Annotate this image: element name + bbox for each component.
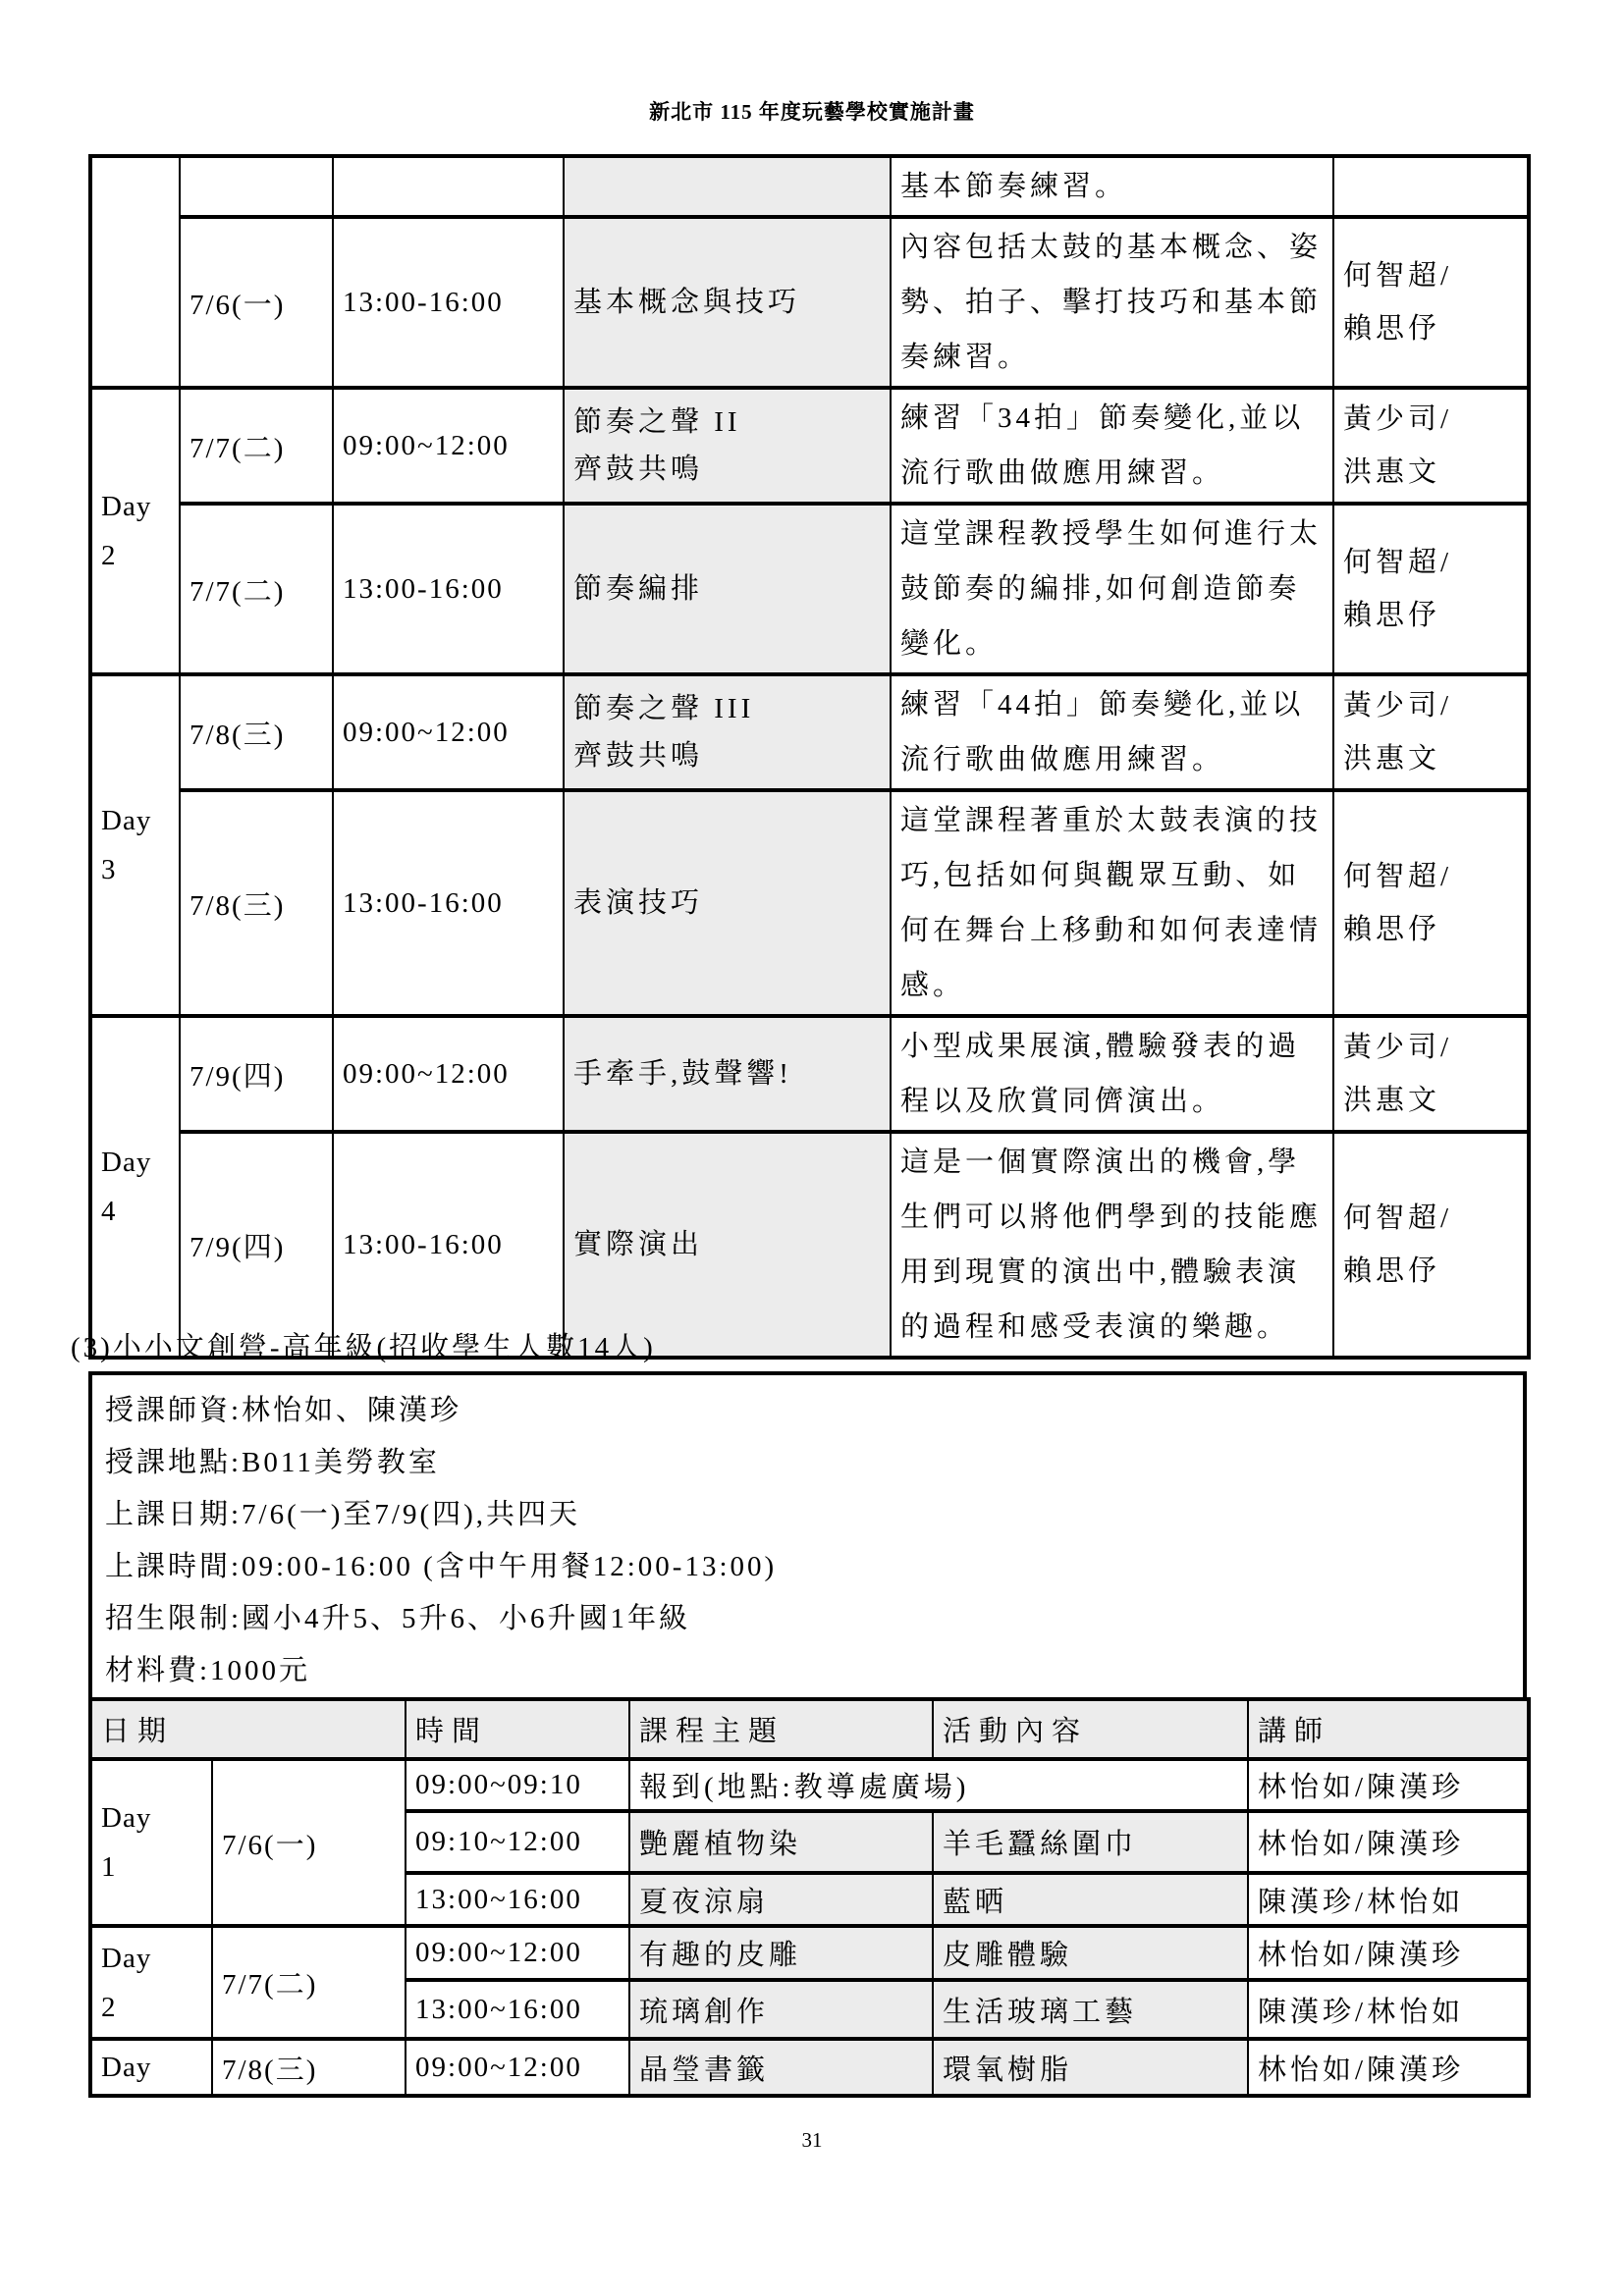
time-cell: 13:00-16:00 <box>333 504 564 674</box>
teacher-cell <box>1333 674 1529 790</box>
date-cell: 7/6(一) <box>180 217 333 388</box>
day-label-line1: Day <box>101 491 152 522</box>
teacher-cell <box>1333 1016 1529 1132</box>
day-label-line1: Day <box>101 1802 152 1834</box>
page-title: 新北市 115 年度玩藝學校實施計畫 <box>649 100 975 124</box>
activity-cell: 皮雕體驗 <box>933 1926 1248 1980</box>
teacher-cell <box>1333 156 1529 217</box>
activity-cell: 生活玻璃工藝 <box>933 1980 1248 2039</box>
teacher-cell: 陳漢珍/林怡如 <box>1248 1980 1529 2039</box>
teacher-line2: 賴思伃 <box>1343 914 1441 945</box>
teacher-cell <box>1333 790 1529 1016</box>
date-cell: 7/8(三) <box>212 2039 406 2096</box>
time-cell: 13:00-16:00 <box>333 217 564 388</box>
content-text: 內容包括太鼓的基本概念、姿勢、拍子、擊打技巧和基本節奏練習。 <box>900 232 1323 373</box>
content-text: 基本節奏練習。 <box>900 171 1128 202</box>
time-cell: 09:00~12:00 <box>333 1016 564 1132</box>
activity-cell: 環氧樹脂 <box>933 2039 1248 2096</box>
table-row <box>90 1016 1529 1132</box>
day-label-line1: Day <box>101 1147 152 1178</box>
date-cell: 7/9(四) <box>180 1016 333 1132</box>
day-label-line2: 2 <box>101 540 117 571</box>
info-line-location: 授課地點:B011美勞教室 <box>105 1447 440 1478</box>
header-topic: 課程主題 <box>629 1699 933 1759</box>
teacher-cell: 林怡如/陳漢珍 <box>1248 1926 1529 1980</box>
time-cell: 13:00~16:00 <box>406 1980 629 2039</box>
header-date: 日期 <box>90 1699 406 1759</box>
time-cell: 13:00-16:00 <box>333 1132 564 1358</box>
topic-cell: 艷麗植物染 <box>629 1811 933 1873</box>
content-text: 這堂課程教授學生如何進行太鼓節奏的編排,如何創造節奏變化。 <box>900 518 1323 660</box>
topic-line2: 齊鼓共鳴 <box>573 454 704 485</box>
table-row <box>90 1132 1529 1358</box>
header-teacher: 講師 <box>1248 1699 1529 1759</box>
info-line-hours: 上課時間:09:00-16:00 (含中午用餐12:00-13:00) <box>105 1551 778 1582</box>
day-label-line2: 4 <box>101 1196 117 1227</box>
time-cell: 09:00~12:00 <box>333 388 564 504</box>
time-cell: 09:10~12:00 <box>406 1811 629 1873</box>
day-group-label <box>90 2039 212 2096</box>
craft-schedule-table <box>88 1697 1531 2098</box>
time-cell: 13:00-16:00 <box>333 790 564 1016</box>
topic-cell: 晶瑩書籤 <box>629 2039 933 2096</box>
content-text: 練習「34拍」節奏變化,並以流行歌曲做應用練習。 <box>900 402 1305 489</box>
day-group-label <box>90 1926 212 2039</box>
info-line-teachers: 授課師資:林怡如、陳漢珍 <box>105 1395 462 1426</box>
teacher-line1: 黃少司/ <box>1343 690 1453 721</box>
checkin-cell: 報到(地點:教導處廣場) <box>629 1759 1248 1811</box>
day-label-line1: Day <box>101 805 152 836</box>
teacher-line2: 賴思伃 <box>1343 313 1441 345</box>
day-label-line1: Day <box>101 1942 152 1974</box>
day-group-label <box>90 1016 180 1358</box>
topic-cell <box>564 1016 891 1132</box>
table-row <box>90 388 1529 504</box>
teacher-line2: 洪惠文 <box>1343 456 1441 488</box>
date-cell: 7/7(二) <box>180 504 333 674</box>
info-line-material-fee: 材料費:1000元 <box>105 1655 311 1686</box>
topic-cell: 有趣的皮雕 <box>629 1926 933 1980</box>
teacher-cell <box>1333 388 1529 504</box>
page-number: 31 <box>801 2128 823 2152</box>
teacher-line1: 黃少司/ <box>1343 1032 1453 1063</box>
activity-cell: 羊毛蠶絲圍巾 <box>933 1811 1248 1873</box>
teacher-cell: 陳漢珍/林怡如 <box>1248 1873 1529 1926</box>
table-row <box>90 217 1529 388</box>
date-cell: 7/7(二) <box>212 1926 406 2039</box>
time-cell: 13:00~16:00 <box>406 1873 629 1926</box>
header-time: 時間 <box>406 1699 629 1759</box>
teacher-line2: 洪惠文 <box>1343 1085 1441 1116</box>
table-row <box>90 1926 1529 1980</box>
date-cell: 7/8(三) <box>180 790 333 1016</box>
time-cell <box>333 156 564 217</box>
topic-cell <box>564 674 891 790</box>
topic-line2: 齊鼓共鳴 <box>573 740 704 772</box>
content-cell <box>891 388 1333 504</box>
day-group-label <box>90 1759 212 1926</box>
topic-line1: 基本概念與技巧 <box>573 287 801 318</box>
time-cell: 09:00~12:00 <box>406 2039 629 2096</box>
day-label-line2: 3 <box>101 854 117 885</box>
teacher-cell <box>1333 504 1529 674</box>
date-cell: 7/6(一) <box>212 1759 406 1926</box>
teacher-cell <box>1333 217 1529 388</box>
teacher-line1: 何智超/ <box>1343 1202 1453 1234</box>
topic-cell <box>564 790 891 1016</box>
topic-cell: 琉璃創作 <box>629 1980 933 2039</box>
taiko-schedule-table <box>88 154 1531 1360</box>
date-cell: 7/9(四) <box>180 1132 333 1358</box>
topic-cell <box>564 388 891 504</box>
teacher-line1: 黃少司/ <box>1343 403 1453 435</box>
content-text: 練習「44拍」節奏變化,並以流行歌曲做應用練習。 <box>900 689 1305 775</box>
teacher-cell: 林怡如/陳漢珍 <box>1248 1811 1529 1873</box>
content-cell <box>891 1016 1333 1132</box>
content-cell <box>891 156 1333 217</box>
table-header-row <box>90 1699 1529 1759</box>
teacher-line1: 何智超/ <box>1343 861 1453 892</box>
topic-cell <box>564 1132 891 1358</box>
day-label-line1: Day <box>101 2052 152 2083</box>
teacher-cell: 林怡如/陳漢珍 <box>1248 2039 1529 2096</box>
topic-cell <box>564 156 891 217</box>
topic-cell: 夏夜涼扇 <box>629 1873 933 1926</box>
course-info-box <box>88 1371 1527 1697</box>
topic-line1: 節奏之聲 II <box>573 406 741 438</box>
header-activity: 活動內容 <box>933 1699 1248 1759</box>
date-cell: 7/8(三) <box>180 674 333 790</box>
topic-cell <box>564 504 891 674</box>
content-cell <box>891 504 1333 674</box>
day-group-label <box>90 388 180 674</box>
teacher-line2: 賴思伃 <box>1343 600 1441 631</box>
topic-line1: 表演技巧 <box>573 887 704 919</box>
topic-line1: 節奏編排 <box>573 573 704 605</box>
section-heading: (3)小小文創營-高年級(招收學生人數14人) <box>71 1332 656 1363</box>
day-group-label <box>90 674 180 1016</box>
date-cell: 7/7(二) <box>180 388 333 504</box>
teacher-line1: 何智超/ <box>1343 547 1453 578</box>
table-row <box>90 674 1529 790</box>
topic-line1: 手牽手,鼓聲響! <box>573 1058 792 1090</box>
content-cell <box>891 217 1333 388</box>
info-line-dates: 上課日期:7/6(一)至7/9(四),共四天 <box>105 1499 581 1530</box>
date-cell <box>180 156 333 217</box>
info-line-eligibility: 招生限制:國小4升5、5升6、小6升國1年級 <box>105 1603 691 1634</box>
time-cell: 09:00~12:00 <box>333 674 564 790</box>
teacher-line2: 賴思伃 <box>1343 1255 1441 1287</box>
table-row <box>90 1759 1529 1811</box>
content-text: 這堂課程著重於太鼓表演的技巧,包括如何與觀眾互動、如何在舞台上移動和如何表達情感。 <box>900 805 1323 1001</box>
teacher-cell: 林怡如/陳漢珍 <box>1248 1759 1529 1811</box>
content-cell <box>891 790 1333 1016</box>
teacher-line1: 何智超/ <box>1343 260 1453 292</box>
day-label-line2: 2 <box>101 1991 117 2023</box>
day-label-line2: 1 <box>101 1851 117 1883</box>
time-cell: 09:00~12:00 <box>406 1926 629 1980</box>
content-text: 這是一個實際演出的機會,學生們可以將他們學到的技能應用到現實的演出中,體驗表演的過程和感受表演的樂趣。 <box>900 1147 1323 1343</box>
table-row <box>90 156 1529 217</box>
content-text: 小型成果展演,體驗發表的過程以及欣賞同儕演出。 <box>900 1031 1301 1117</box>
table-row <box>90 790 1529 1016</box>
table-row <box>90 2039 1529 2096</box>
topic-line1: 實際演出 <box>573 1229 704 1260</box>
content-cell <box>891 1132 1333 1358</box>
table-row <box>90 504 1529 674</box>
activity-cell: 藍晒 <box>933 1873 1248 1926</box>
day-group-label <box>90 156 180 388</box>
time-cell: 09:00~09:10 <box>406 1759 629 1811</box>
topic-line1: 節奏之聲 III <box>573 693 755 724</box>
content-cell <box>891 674 1333 790</box>
teacher-cell <box>1333 1132 1529 1358</box>
teacher-line2: 洪惠文 <box>1343 743 1441 774</box>
topic-cell <box>564 217 891 388</box>
